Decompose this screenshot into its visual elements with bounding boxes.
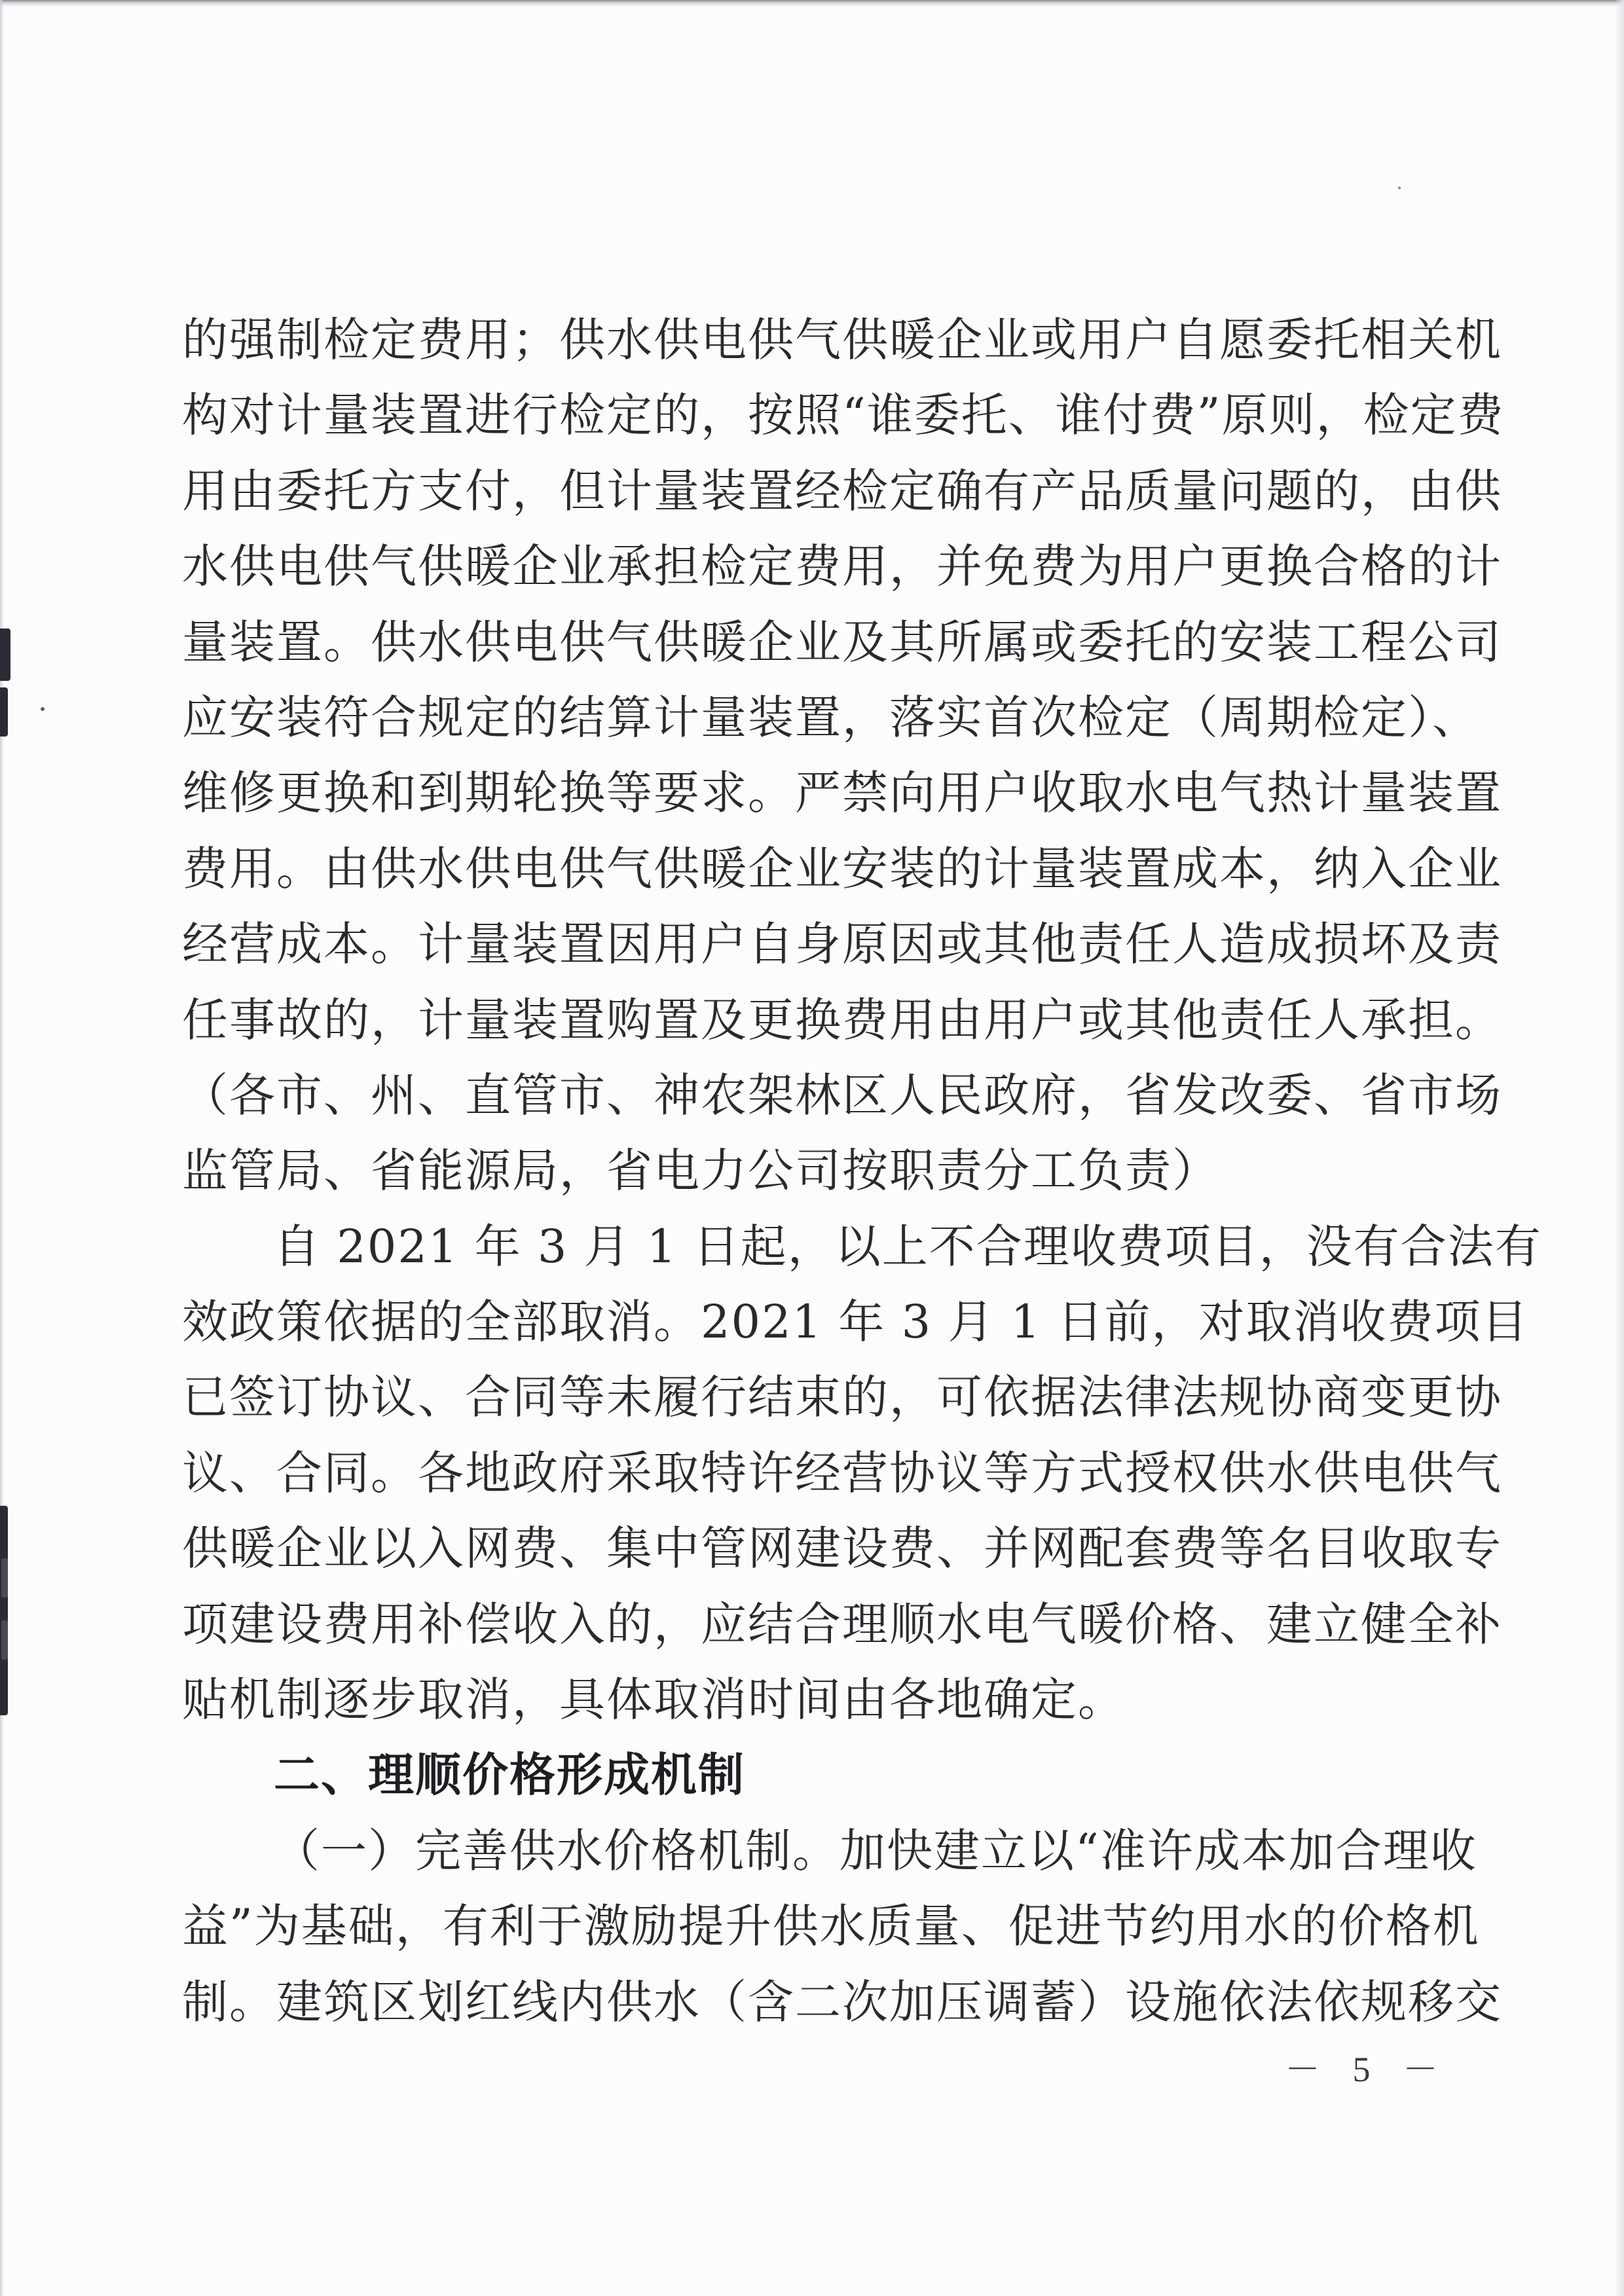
paragraph-end-line: 贴机制逐步取消，具体取消时间由各地确定。: [182, 1673, 1125, 1727]
text-line: 项建设费用补偿收入的，应结合理顺水电气暖价格、建立健全补: [182, 1597, 1502, 1651]
text-line: 的强制检定费用；供水供电供气供暖企业或用户自愿委托相关机: [182, 313, 1502, 367]
text-line: 量装置。供水供电供气供暖企业及其所属或委托的安装工程公司: [182, 615, 1502, 669]
text-line: 已签订协议、合同等未履行结束的，可依据法律法规协商变更协: [182, 1370, 1502, 1425]
text-line: 维修更换和到期轮换等要求。严禁向用户收取水电气热计量装置: [182, 766, 1502, 820]
scan-speck: [41, 707, 45, 711]
subsection-start-line: （一）完善供水价格机制。加快建立以“准许成本加合理收: [274, 1823, 1477, 1878]
text-line: 供暖企业以入网费、集中管网建设费、并网配套费等名目收取专: [182, 1522, 1502, 1576]
binding-mark-upper: [0, 629, 10, 681]
text-line: 费用。由供水供电供气供暖企业安装的计量装置成本，纳入企业: [182, 841, 1502, 896]
document-body: [182, 302, 1542, 2040]
page-number: － 5 －: [1285, 2050, 1450, 2089]
paragraph-start-line: 自 2021 年 3 月 1 日起，以上不合理收费项目，没有合法有: [274, 1219, 1542, 1273]
text-line: 构对计量装置进行检定的，按照“谁委托、谁付费”原则，检定费: [182, 388, 1505, 443]
binding-mark-lower: [0, 1506, 8, 1715]
text-line: 水供电供气供暖企业承担检定费用，并免费为用户更换合格的计: [182, 539, 1502, 594]
binding-clip-lower-1: [1, 1558, 8, 1597]
text-line: 任事故的，计量装置购置及更换费用由用户或其他责任人承担。: [182, 993, 1502, 1047]
text-line: 效政策依据的全部取消。2021 年 3 月 1 日前，对取消收费项目: [182, 1295, 1529, 1349]
section-heading: 二、理顺价格形成机制: [274, 1748, 745, 1802]
text-line: （各市、州、直管市、神农架林区人民政府，省发改委、省市场: [182, 1068, 1502, 1122]
scan-right-edge-shadow: [1615, 0, 1624, 2296]
scan-top-edge-shadow: [0, 0, 1624, 7]
text-line: 制。建筑区划红线内供水（含二次加压调蓄）设施依法依规移交: [182, 1975, 1502, 2029]
text-line: 用由委托方支付，但计量装置经检定确有产品质量问题的，由供: [182, 464, 1502, 518]
text-line-responsibility-note-end: 监管局、省能源局，省电力公司按职责分工负责）: [182, 1144, 1219, 1198]
text-line: 益”为基础，有利于激励提升供水质量、促进节约用水的价格机: [182, 1899, 1480, 1954]
scan-speck: [1398, 187, 1401, 189]
binding-clip-lower-2: [1, 1620, 8, 1660]
text-line: 议、合同。各地政府采取特许经营协议等方式授权供水供电供气: [182, 1446, 1502, 1500]
text-line: 经营成本。计量装置因用户自身原因或其他责任人造成损坏及责: [182, 917, 1502, 972]
binding-mark-upper-2: [0, 687, 8, 737]
scan-left-edge-shadow: [0, 0, 4, 2296]
text-line: 应安装符合规定的结算计量装置，落实首次检定（周期检定）、: [182, 690, 1479, 744]
